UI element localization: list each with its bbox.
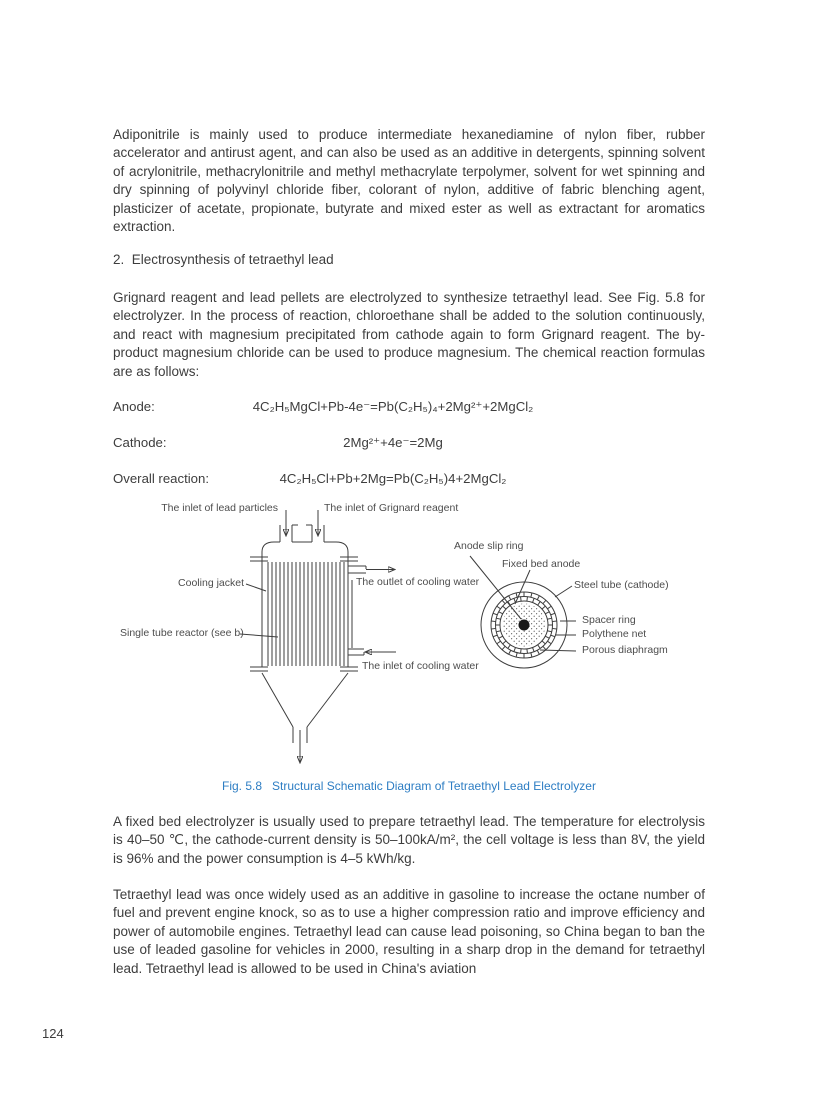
paragraph-fixed-bed: A fixed bed electrolyzer is usually used to prepare tetraethyl lead. The temperature for electrolysis is 40–50 ℃, the cathode-current density is 50–100kA/m², the cell voltage is less than 8V, the yield is 96% and the power consumption is 4–5 kWh/kg. bbox=[113, 814, 705, 866]
page-number: 124 bbox=[42, 1026, 64, 1041]
figure-caption: Fig. 5.8 Structural Schematic Diagram of Tetraethyl Lead Electrolyzer bbox=[222, 779, 596, 793]
label-inlet-cooling-water: The inlet of cooling water bbox=[362, 660, 479, 672]
equation-anode bbox=[113, 399, 705, 417]
figure-electrolyzer-diagram bbox=[98, 500, 718, 778]
equation-cathode-label: Cathode: bbox=[113, 435, 167, 450]
equation-overall bbox=[113, 471, 705, 489]
equation-anode-formula: 4C₂H₅MgCl+Pb-4e⁻=Pb(C₂H₅)₄+2Mg²⁺+2MgCl₂ bbox=[252, 399, 534, 414]
label-fixed-bed-anode: Fixed bed anode bbox=[502, 558, 581, 570]
label-cooling-jacket: Cooling jacket bbox=[178, 577, 244, 589]
equation-overall-formula: 4C₂H₅Cl+Pb+2Mg=Pb(C₂H₅)4+2MgCl₂ bbox=[279, 471, 507, 486]
label-anode-slip-ring: Anode slip ring bbox=[454, 540, 524, 552]
equation-anode-label: Anode: bbox=[113, 399, 155, 414]
paragraph-grignard: Grignard reagent and lead pellets are electrolyzed to synthesize tetraethyl lead. See Fig. 5.8 for electrolyzer. In the process of reaction, chloroethane shall be added to the solution continuously, and react with magnesium precipitated from cathode again to form Grignard reagent. The by-product magnesium chloride can be used to produce magnesium. The chemical reaction formulas are as follows: bbox=[113, 290, 705, 379]
label-inlet-grignard-reagent: The inlet of Grignard reagent bbox=[324, 502, 459, 514]
label-spacer-ring: Spacer ring bbox=[582, 614, 636, 626]
paragraph-adiponitrile: Adiponitrile is mainly used to produce intermediate hexanediamine of nylon fiber, rubber accelerator and antirust agent, and can also be used as an additive in detergents, spinning solvent of acrylonitrile, methacrylonitrile and methyl methacrylate terpolymer, solvent for wet spinning and dry spinning of polyvinyl chloride fiber, colorant of nylon, additive of fabric blenching agent, plasticizer of acetate, propionate, butyrate and mixed ester as well as extractant for aromatics extraction. bbox=[113, 127, 705, 235]
label-steel-tube-cathode: Steel tube (cathode) bbox=[574, 579, 669, 591]
label-inlet-lead-particles: The inlet of lead particles bbox=[161, 502, 278, 514]
label-outlet-cooling-water: The outlet of cooling water bbox=[356, 576, 480, 588]
label-polythene-net: Polythene net bbox=[582, 628, 647, 640]
equation-cathode bbox=[113, 435, 705, 453]
paragraph-tetraethyl-history: Tetraethyl lead was once widely used as an additive in gasoline to increase the octane number of fuel and prevent engine knock, so as to use a higher compression ratio and improve efficiency and power of automobile engines. Tetraethyl lead can cause lead poisoning, so China began to ban the use of leaded gasoline for vehicles in 2000, resulting in a sharp drop in the demand for tetraethyl lead. Tetraethyl lead is allowed to be used in China's aviation bbox=[113, 887, 705, 976]
section-heading: 2. Electrosynthesis of tetraethyl lead bbox=[113, 252, 334, 267]
label-porous-diaphragm: Porous diaphragm bbox=[582, 644, 668, 656]
label-single-tube-reactor: Single tube reactor (see b) bbox=[120, 627, 244, 639]
equation-overall-label: Overall reaction: bbox=[113, 471, 210, 486]
equation-cathode-formula: 2Mg²⁺+4e⁻=2Mg bbox=[343, 435, 443, 450]
